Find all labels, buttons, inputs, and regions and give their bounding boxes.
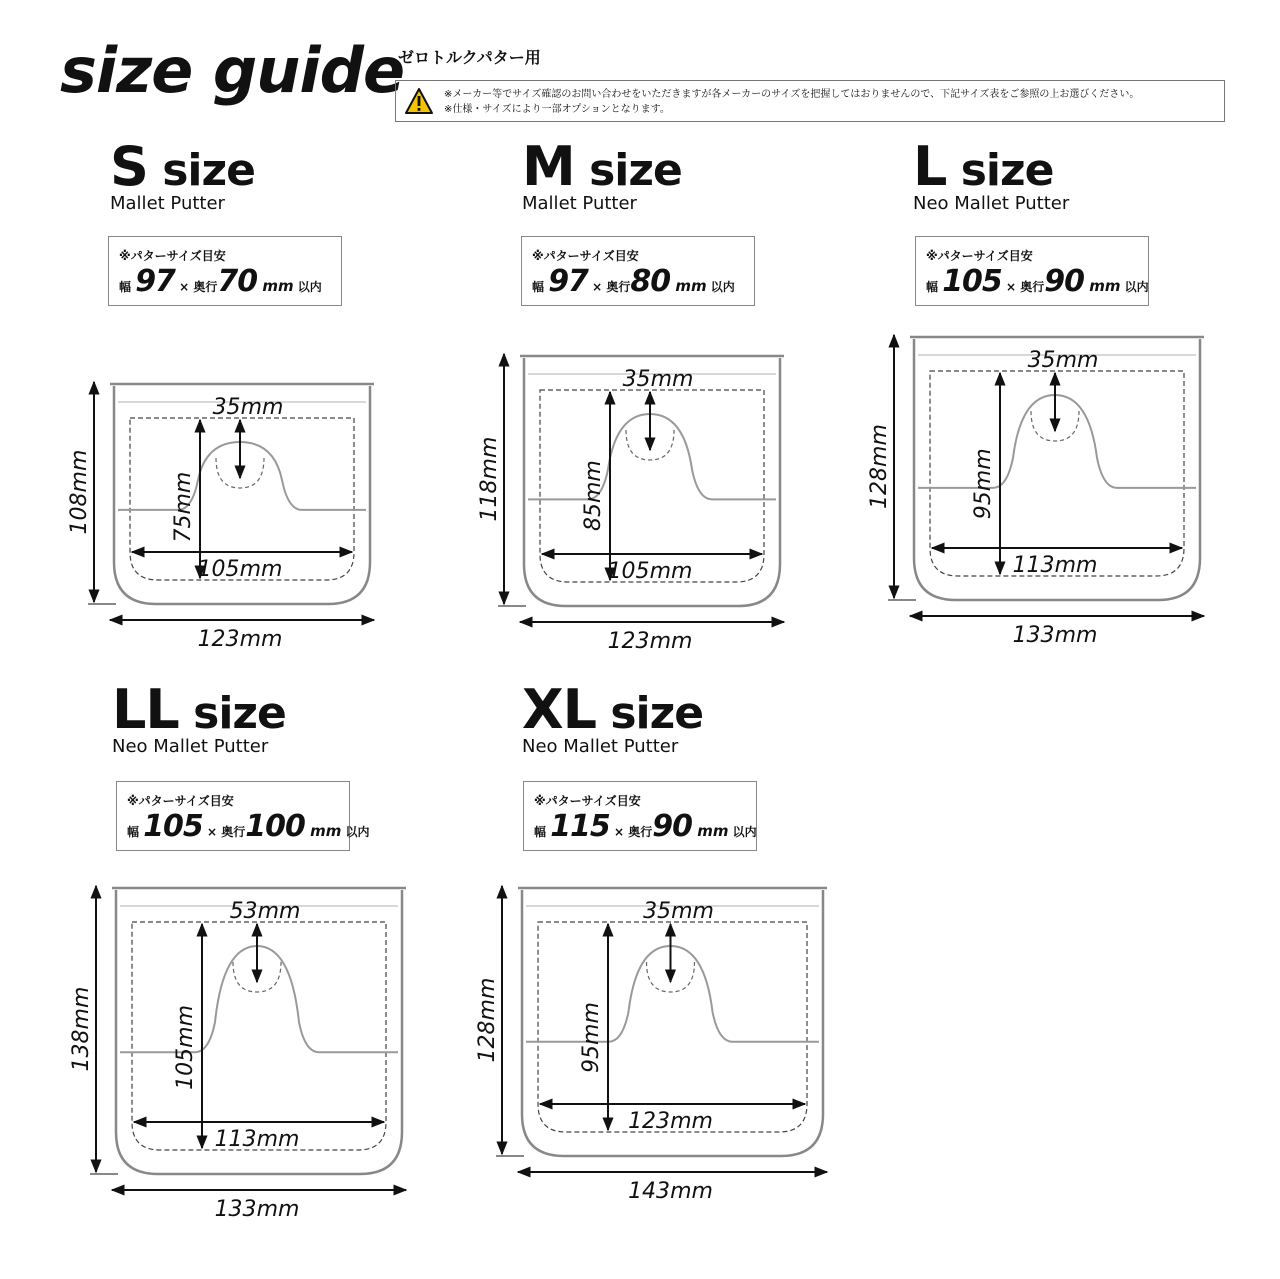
depth-label: 奥行 bbox=[628, 825, 653, 839]
depth-value: 90 bbox=[652, 809, 692, 844]
flap-outline bbox=[120, 946, 398, 1052]
dimension-label: 138mm bbox=[69, 986, 94, 1072]
page-title: size guide bbox=[60, 34, 405, 107]
dimension-label: 123mm bbox=[197, 627, 283, 652]
size-letter: LL bbox=[112, 678, 179, 741]
size-word: size bbox=[178, 688, 286, 739]
dimension-label: 118mm bbox=[477, 436, 502, 522]
depth-label: 奥行 bbox=[221, 825, 246, 839]
size-letter: L bbox=[913, 135, 947, 198]
times-sign: × bbox=[587, 280, 607, 294]
dimension-label: 95mm bbox=[971, 448, 996, 520]
suffix-label: 以内 bbox=[341, 825, 370, 839]
size-note: ※パターサイズ目安 bbox=[534, 794, 641, 808]
dimension-label: 128mm bbox=[867, 424, 892, 509]
dimension-label: 105mm bbox=[173, 1004, 198, 1090]
size-note: ※パターサイズ目安 bbox=[926, 249, 1033, 263]
depth-label: 奥行 bbox=[1020, 280, 1045, 294]
inner-dashed-area bbox=[930, 371, 1184, 576]
cover-diagram-xl bbox=[475, 886, 827, 1204]
dimension-label: 128mm bbox=[475, 977, 500, 1063]
times-sign: × bbox=[202, 825, 222, 839]
size-note: ※パターサイズ目安 bbox=[119, 249, 226, 263]
size-letter: XL bbox=[522, 678, 597, 741]
cover-diagram-l bbox=[867, 335, 1204, 648]
size-word: size bbox=[147, 145, 255, 196]
dimension-label: 133mm bbox=[1012, 623, 1098, 648]
unit-label: mm bbox=[692, 822, 729, 840]
times-sign: × bbox=[1001, 280, 1021, 294]
dimension-label: 35mm bbox=[622, 367, 694, 392]
dimension-label: 105mm bbox=[197, 557, 283, 582]
size-word: size bbox=[574, 145, 682, 196]
suffix-label: 以内 bbox=[706, 280, 735, 294]
dimension-label: 95mm bbox=[579, 1002, 604, 1073]
flap-outline bbox=[528, 414, 776, 499]
depth-value: 70 bbox=[217, 264, 258, 299]
cover-diagram-s bbox=[67, 382, 374, 652]
putter-type: Neo Mallet Putter bbox=[522, 736, 679, 757]
dimension-label: 35mm bbox=[643, 899, 714, 924]
unit-label: mm bbox=[257, 277, 294, 295]
size-note: ※パターサイズ目安 bbox=[127, 794, 234, 808]
putter-type: Mallet Putter bbox=[110, 193, 225, 214]
width-label: 幅 bbox=[926, 280, 943, 294]
width-label: 幅 bbox=[534, 825, 551, 839]
dimension-label: 113mm bbox=[1012, 553, 1098, 578]
unit-label: mm bbox=[1084, 277, 1121, 295]
suffix-label: 以内 bbox=[1120, 280, 1149, 294]
width-value: 97 bbox=[548, 264, 588, 299]
cover-diagram-m bbox=[477, 354, 784, 654]
size-word: size bbox=[596, 688, 704, 739]
depth-value: 80 bbox=[630, 264, 671, 299]
width-value: 97 bbox=[135, 264, 175, 299]
dimension-label: 35mm bbox=[212, 395, 284, 420]
size-letter: S bbox=[110, 135, 148, 198]
flap-outline bbox=[526, 946, 819, 1042]
size-note: ※パターサイズ目安 bbox=[532, 249, 639, 263]
header-subtitle: ゼロトルクパター用 bbox=[398, 48, 541, 67]
putter-type: Neo Mallet Putter bbox=[913, 193, 1070, 214]
dimension-label: 133mm bbox=[214, 1197, 300, 1222]
inner-dashed-area bbox=[132, 922, 386, 1150]
times-sign: × bbox=[174, 280, 194, 294]
unit-label: mm bbox=[670, 277, 707, 295]
suffix-label: 以内 bbox=[728, 825, 757, 839]
width-value: 115 bbox=[550, 809, 610, 844]
dimension-label: 123mm bbox=[628, 1109, 713, 1134]
dimension-label: 123mm bbox=[607, 629, 693, 654]
notice-line: ※仕様・サイズにより一部オプションとなります。 bbox=[444, 104, 670, 115]
width-label: 幅 bbox=[119, 280, 136, 294]
unit-label: mm bbox=[304, 822, 342, 840]
dimension-label: 113mm bbox=[214, 1127, 300, 1152]
width-value: 105 bbox=[143, 809, 203, 844]
width-label: 幅 bbox=[532, 280, 549, 294]
flap-outline bbox=[118, 442, 366, 510]
dimension-label: 108mm bbox=[67, 449, 92, 535]
size-word: size bbox=[946, 145, 1054, 196]
size-letter: M bbox=[522, 135, 575, 198]
width-label: 幅 bbox=[127, 825, 144, 839]
times-sign: × bbox=[609, 825, 629, 839]
dimension-label: 75mm bbox=[171, 471, 196, 543]
suffix-label: 以内 bbox=[293, 280, 322, 294]
width-value: 105 bbox=[942, 264, 1002, 299]
cover-diagram-ll bbox=[69, 886, 406, 1222]
depth-label: 奥行 bbox=[606, 280, 631, 294]
depth-label: 奥行 bbox=[193, 280, 218, 294]
dimension-label: 143mm bbox=[628, 1179, 713, 1204]
depth-value: 100 bbox=[245, 809, 305, 844]
putter-type: Mallet Putter bbox=[522, 193, 637, 214]
dimension-label: 85mm bbox=[581, 460, 606, 532]
notice-line: ※メーカー等でサイズ確認のお問い合わせをいただきますが各メーカーのサイズを把握してはおりませんので、下記サイズ表をご参照の上お選びください。 bbox=[444, 89, 1140, 100]
putter-type: Neo Mallet Putter bbox=[112, 736, 269, 757]
depth-value: 90 bbox=[1044, 264, 1084, 299]
dimension-label: 53mm bbox=[229, 899, 301, 924]
dimension-label: 35mm bbox=[1027, 348, 1099, 373]
dimension-label: 105mm bbox=[607, 559, 693, 584]
